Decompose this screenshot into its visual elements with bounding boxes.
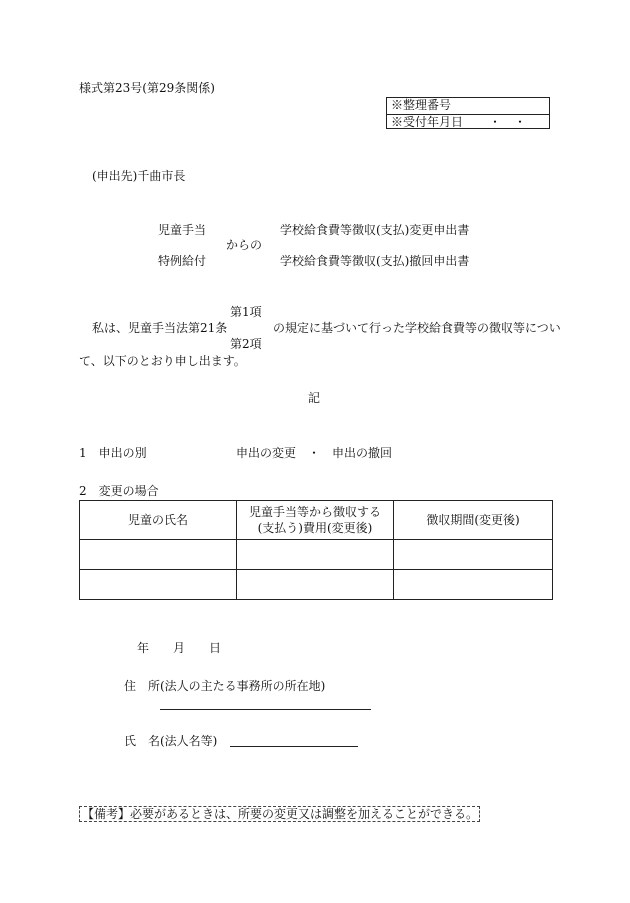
- section-2-label: 2 変更の場合: [79, 484, 159, 498]
- address-label: 住 所(法人の主たる事務所の所在地): [124, 679, 326, 693]
- received-date-row: [387, 114, 549, 130]
- ki-heading: 記: [308, 391, 321, 405]
- date-line: 年 月 日: [137, 641, 222, 655]
- statement-line-2: て、以下のとおり申し出ます。: [79, 354, 246, 368]
- remarks-box: 【備考】必要があるときは、所要の変更又は調整を加えることができる。: [79, 806, 480, 822]
- table-row: [80, 540, 553, 570]
- address-underline[interactable]: [160, 709, 371, 710]
- receipt-box: [386, 97, 550, 129]
- name-label: 氏 名(法人名等): [124, 734, 218, 748]
- child-name-cell[interactable]: [80, 570, 237, 600]
- title-form-name-1: 学校給食費等徴収(支払)変更申出書: [280, 223, 470, 237]
- title-connector: からの: [226, 238, 263, 252]
- header-fee-line-1: 児童手当等から徴収する: [248, 505, 381, 519]
- reference-number-label: ※整理番号: [391, 98, 452, 112]
- header-fee-line-2: (支払う)費用(変更後): [257, 521, 373, 535]
- table-header-row: [80, 501, 553, 540]
- title-source-2: 特例給付: [158, 254, 207, 268]
- statement-suffix: の規定に基づいて行った学校給食費等の徴収等につい: [273, 321, 561, 335]
- period-cell[interactable]: [394, 570, 553, 600]
- header-child-name: 児童の氏名: [80, 501, 237, 540]
- change-table: [79, 500, 553, 600]
- statement-paragraph-2: 第2項: [230, 337, 262, 351]
- fee-cell[interactable]: [237, 540, 394, 570]
- statement-prefix: 私は、児童手当法第21条: [92, 321, 228, 335]
- name-underline[interactable]: [230, 746, 358, 747]
- addressee: (申出先)千曲市長: [92, 169, 186, 183]
- title-source-1: 児童手当: [158, 223, 207, 237]
- reference-number-row: [387, 98, 549, 114]
- section-1-label: 1 申出の別: [79, 446, 147, 460]
- received-date-dots: ・・: [488, 115, 539, 129]
- period-cell[interactable]: [394, 540, 553, 570]
- table-row: [80, 570, 553, 600]
- title-form-name-2: 学校給食費等徴収(支払)撤回申出書: [280, 254, 470, 268]
- header-fee: [237, 501, 394, 540]
- child-name-cell[interactable]: [80, 540, 237, 570]
- header-period: 徴収期間(変更後): [394, 501, 553, 540]
- statement-paragraph-1: 第1項: [230, 305, 262, 319]
- form-number: 様式第23号(第29条関係): [79, 81, 215, 95]
- section-1-options: 申出の変更 ・ 申出の撤回: [236, 446, 393, 460]
- received-date-label: ※受付年月日: [391, 115, 464, 129]
- fee-cell[interactable]: [237, 570, 394, 600]
